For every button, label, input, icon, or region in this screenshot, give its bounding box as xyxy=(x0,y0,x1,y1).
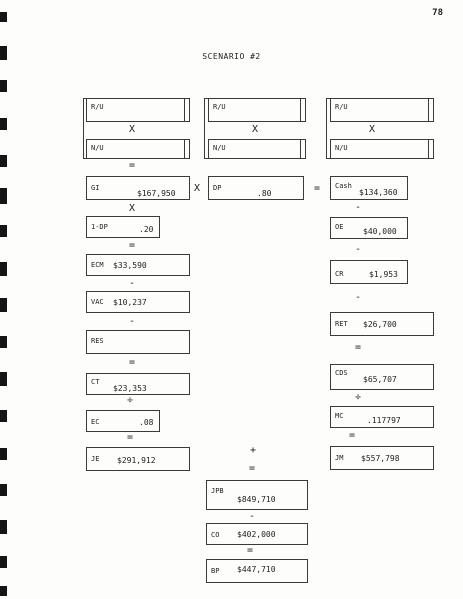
res-box xyxy=(86,330,190,354)
ecm-box xyxy=(86,254,190,276)
minus-symbol: - xyxy=(128,316,136,327)
vac-value: $10,237 xyxy=(113,298,147,307)
dp-box xyxy=(208,176,304,200)
jpb-label: JPB xyxy=(211,487,224,495)
gi-box xyxy=(86,176,190,200)
vac-label: VAC xyxy=(91,298,104,306)
bp-label: BP xyxy=(211,567,220,575)
cds-label: CDS xyxy=(335,369,348,377)
je-label: JE xyxy=(91,455,100,463)
cash-box xyxy=(330,176,408,200)
dp-value: .80 xyxy=(257,189,272,198)
vac-box xyxy=(86,291,190,313)
binding-mark xyxy=(0,448,7,460)
ru-label: R/U xyxy=(335,103,348,111)
je-box xyxy=(86,447,190,471)
left-nu-box xyxy=(86,139,190,159)
minus-symbol: - xyxy=(248,511,256,522)
binding-mark xyxy=(0,262,7,276)
equals-symbol: = xyxy=(354,342,362,353)
minus-symbol: - xyxy=(354,244,362,255)
cds-value: $65,707 xyxy=(363,375,397,384)
jm-label: JM xyxy=(335,454,344,462)
binding-mark xyxy=(0,155,7,167)
binding-mark xyxy=(0,484,7,496)
cash-value: $134,360 xyxy=(359,188,398,197)
oe-value: $40,000 xyxy=(363,227,397,236)
cash-label: Cash xyxy=(335,182,352,190)
mc-label: MC xyxy=(335,412,344,420)
jpb-value: $849,710 xyxy=(237,495,276,504)
times-symbol: X xyxy=(251,124,259,135)
nu-label: N/U xyxy=(213,144,226,152)
right-ru-box xyxy=(330,98,434,122)
binding-mark xyxy=(0,188,7,204)
cds-box xyxy=(330,364,434,390)
rule xyxy=(184,99,185,121)
one-dp-value: .20 xyxy=(139,225,154,234)
equals-symbol: = xyxy=(126,432,134,443)
binding-mark xyxy=(0,410,7,422)
one-dp-label: 1-DP xyxy=(91,223,108,231)
ret-label: RET xyxy=(335,320,348,328)
equals-symbol: = xyxy=(314,183,321,194)
equals-symbol: = xyxy=(128,357,136,368)
bp-box xyxy=(206,559,308,583)
ret-value: $26,700 xyxy=(363,320,397,329)
binding-mark xyxy=(0,298,7,312)
binding-mark xyxy=(0,118,7,130)
minus-symbol: - xyxy=(354,202,362,213)
res-label: RES xyxy=(91,337,104,345)
binding-mark xyxy=(0,80,7,92)
mc-box xyxy=(330,406,434,428)
gi-value: $167,950 xyxy=(137,189,176,198)
equals-symbol: = xyxy=(128,240,136,251)
ret-box xyxy=(330,312,434,336)
ru-label: R/U xyxy=(213,103,226,111)
equals-symbol: = xyxy=(348,430,356,441)
ec-label: EC xyxy=(91,418,100,426)
cr-box xyxy=(330,260,408,284)
nu-label: N/U xyxy=(91,144,104,152)
binding-mark xyxy=(0,520,7,534)
rule xyxy=(428,140,429,158)
gi-label: GI xyxy=(91,184,100,192)
ct-value: $23,353 xyxy=(113,384,147,393)
ec-value: .08 xyxy=(139,418,154,427)
rule xyxy=(300,140,301,158)
ct-label: CT xyxy=(91,378,100,386)
times-symbol: X xyxy=(128,124,136,135)
minus-symbol: - xyxy=(128,278,136,289)
page-title: SCENARIO #2 xyxy=(202,52,261,61)
co-label: CO xyxy=(211,531,220,539)
page-number: 78 xyxy=(432,8,443,18)
co-value: $402,000 xyxy=(237,530,276,539)
binding-mark xyxy=(0,12,7,22)
right-nu-box xyxy=(330,139,434,159)
minus-symbol: - xyxy=(354,292,362,303)
equals-symbol: = xyxy=(248,463,256,474)
ecm-value: $33,590 xyxy=(113,261,147,270)
cr-label: CR xyxy=(335,270,344,278)
jm-value: $557,798 xyxy=(361,454,400,463)
rule xyxy=(300,99,301,121)
middle-nu-box xyxy=(208,139,306,159)
oe-label: OE xyxy=(335,223,344,231)
binding-mark xyxy=(0,225,7,237)
divide-symbol: ÷ xyxy=(354,392,362,403)
cr-value: $1,953 xyxy=(369,270,398,279)
oe-box xyxy=(330,217,408,239)
ru-label: R/U xyxy=(91,103,104,111)
equals-symbol: = xyxy=(246,545,254,556)
binding-mark xyxy=(0,586,7,596)
left-ru-box xyxy=(86,98,190,122)
plus-symbol: + xyxy=(249,445,257,456)
binding-mark xyxy=(0,336,7,348)
ct-box xyxy=(86,373,190,395)
jm-box xyxy=(330,446,434,470)
bp-value: $447,710 xyxy=(237,565,276,574)
times-symbol: X xyxy=(368,124,376,135)
divide-symbol: ÷ xyxy=(126,395,134,406)
rule xyxy=(184,140,185,158)
rule xyxy=(428,99,429,121)
dp-label: DP xyxy=(213,184,222,192)
equals-symbol: = xyxy=(128,160,136,171)
one-dp-box xyxy=(86,216,160,238)
je-value: $291,912 xyxy=(117,456,156,465)
binding-mark xyxy=(0,372,7,386)
times-symbol: X xyxy=(128,203,136,214)
nu-label: N/U xyxy=(335,144,348,152)
mc-value: .117797 xyxy=(367,416,401,425)
jpb-box xyxy=(206,480,308,510)
times-symbol: X xyxy=(194,183,201,194)
ecm-label: ECM xyxy=(91,261,104,269)
middle-ru-box xyxy=(208,98,306,122)
ec-box xyxy=(86,410,160,432)
co-box xyxy=(206,523,308,545)
binding-mark xyxy=(0,556,7,568)
